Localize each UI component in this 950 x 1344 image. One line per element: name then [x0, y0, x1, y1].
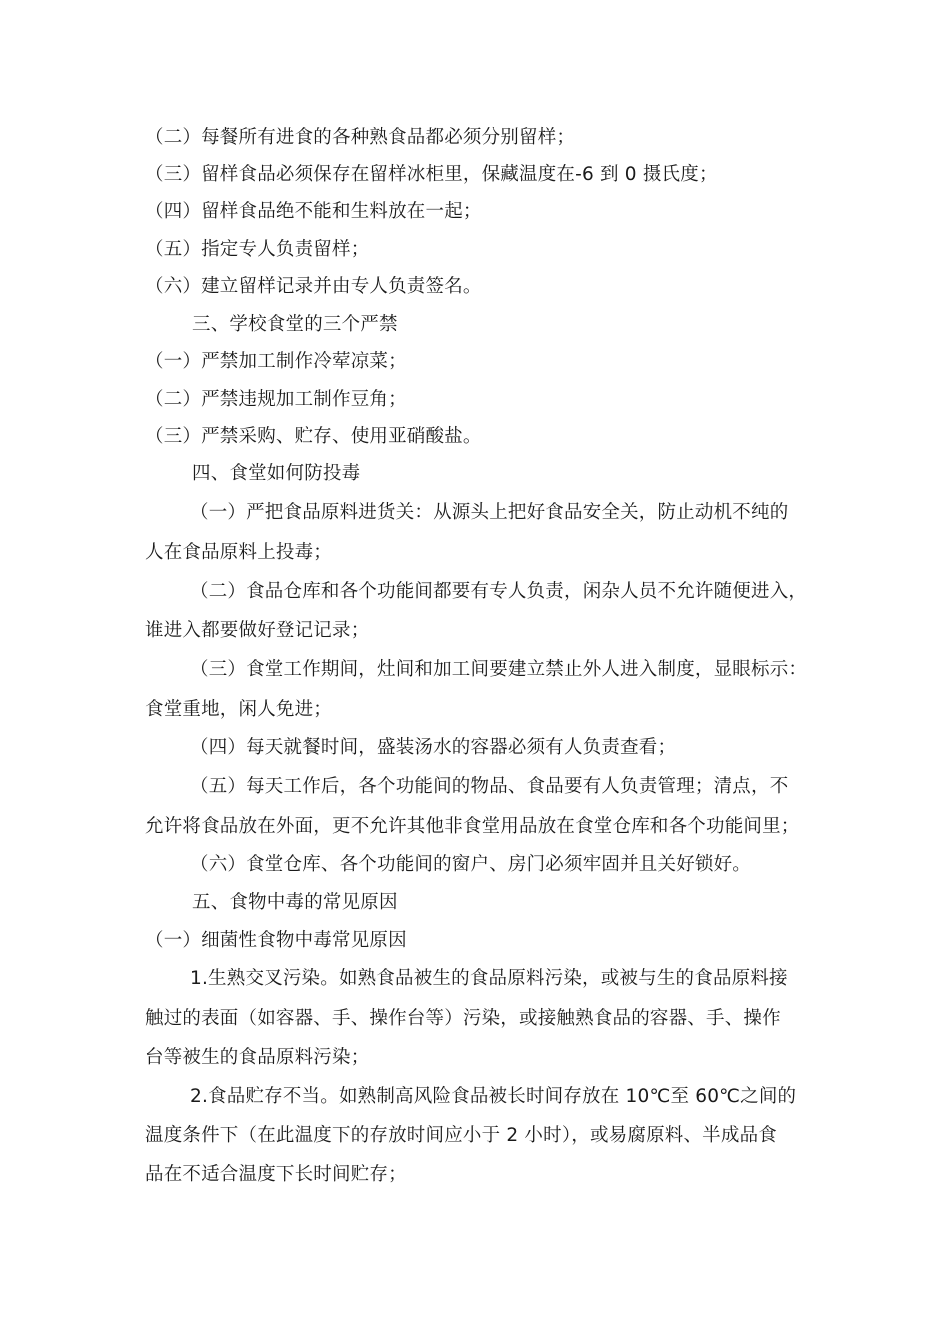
text-line: 触过的表面（如容器、手、操作台等）污染，或接触熟食品的容器、手、操作	[145, 1008, 781, 1029]
text-line: （二）严禁违规加工制作豆角；	[145, 389, 407, 410]
text-line: （二）每餐所有进食的各种熟食品都必须分别留样；	[145, 127, 576, 148]
text-line: 品在不适合温度下长时间贮存；	[145, 1164, 407, 1185]
text-line: （五）每天工作后，各个功能间的物品、食品要有人负责管理；清点，不	[190, 776, 789, 797]
text-line: （一）细菌性食物中毒常见原因	[145, 930, 407, 951]
section-heading: 三、学校食堂的三个严禁	[192, 314, 398, 335]
text-line: （四）每天就餐时间，盛装汤水的容器必须有人负责查看；	[190, 737, 677, 758]
text-line: 2.食品贮存不当。如熟制高风险食品被长时间存放在 10℃至 60℃之间的	[190, 1086, 797, 1107]
text-line: （三）严禁采购、贮存、使用亚硝酸盐。	[145, 426, 482, 447]
text-line: 谁进入都要做好登记记录；	[145, 620, 370, 641]
text-line: 人在食品原料上投毒；	[145, 542, 333, 563]
text-line: 温度条件下（在此温度下的存放时间应小于 2 小时），或易腐原料、半成品食	[145, 1125, 777, 1146]
text-line: （一）严禁加工制作冷荤凉菜；	[145, 351, 407, 372]
text-line: 台等被生的食品原料污染；	[145, 1047, 370, 1068]
text-line: 允许将食品放在外面，更不允许其他非食堂用品放在食堂仓库和各个功能间里；	[145, 816, 800, 837]
text-line: （四）留样食品绝不能和生料放在一起；	[145, 201, 482, 222]
text-line: （三）留样食品必须保存在留样冰柜里，保藏温度在-6 到 0 摄氏度；	[145, 164, 718, 185]
text-line: （六）建立留样记录并由专人负责签名。	[145, 276, 482, 297]
text-line: （二）食品仓库和各个功能间都要有专人负责，闲杂人员不允许随便进入，	[190, 581, 808, 602]
text-line: （三）食堂工作期间，灶间和加工间要建立禁止外人进入制度，显眼标示：	[190, 659, 808, 680]
text-line: （五）指定专人负责留样；	[145, 239, 370, 260]
text-line: （一）严把食品原料进货关：从源头上把好食品安全关，防止动机不纯的	[190, 502, 789, 523]
text-line: 1.生熟交叉污染。如熟食品被生的食品原料污染，或被与生的食品原料接	[190, 968, 788, 989]
text-line: （六）食堂仓库、各个功能间的窗户、房门必须牢固并且关好锁好。	[190, 854, 752, 875]
section-heading: 五、食物中毒的常见原因	[192, 892, 398, 913]
section-heading: 四、食堂如何防投毒	[192, 463, 361, 484]
text-line: 食堂重地，闲人免进；	[145, 699, 333, 720]
